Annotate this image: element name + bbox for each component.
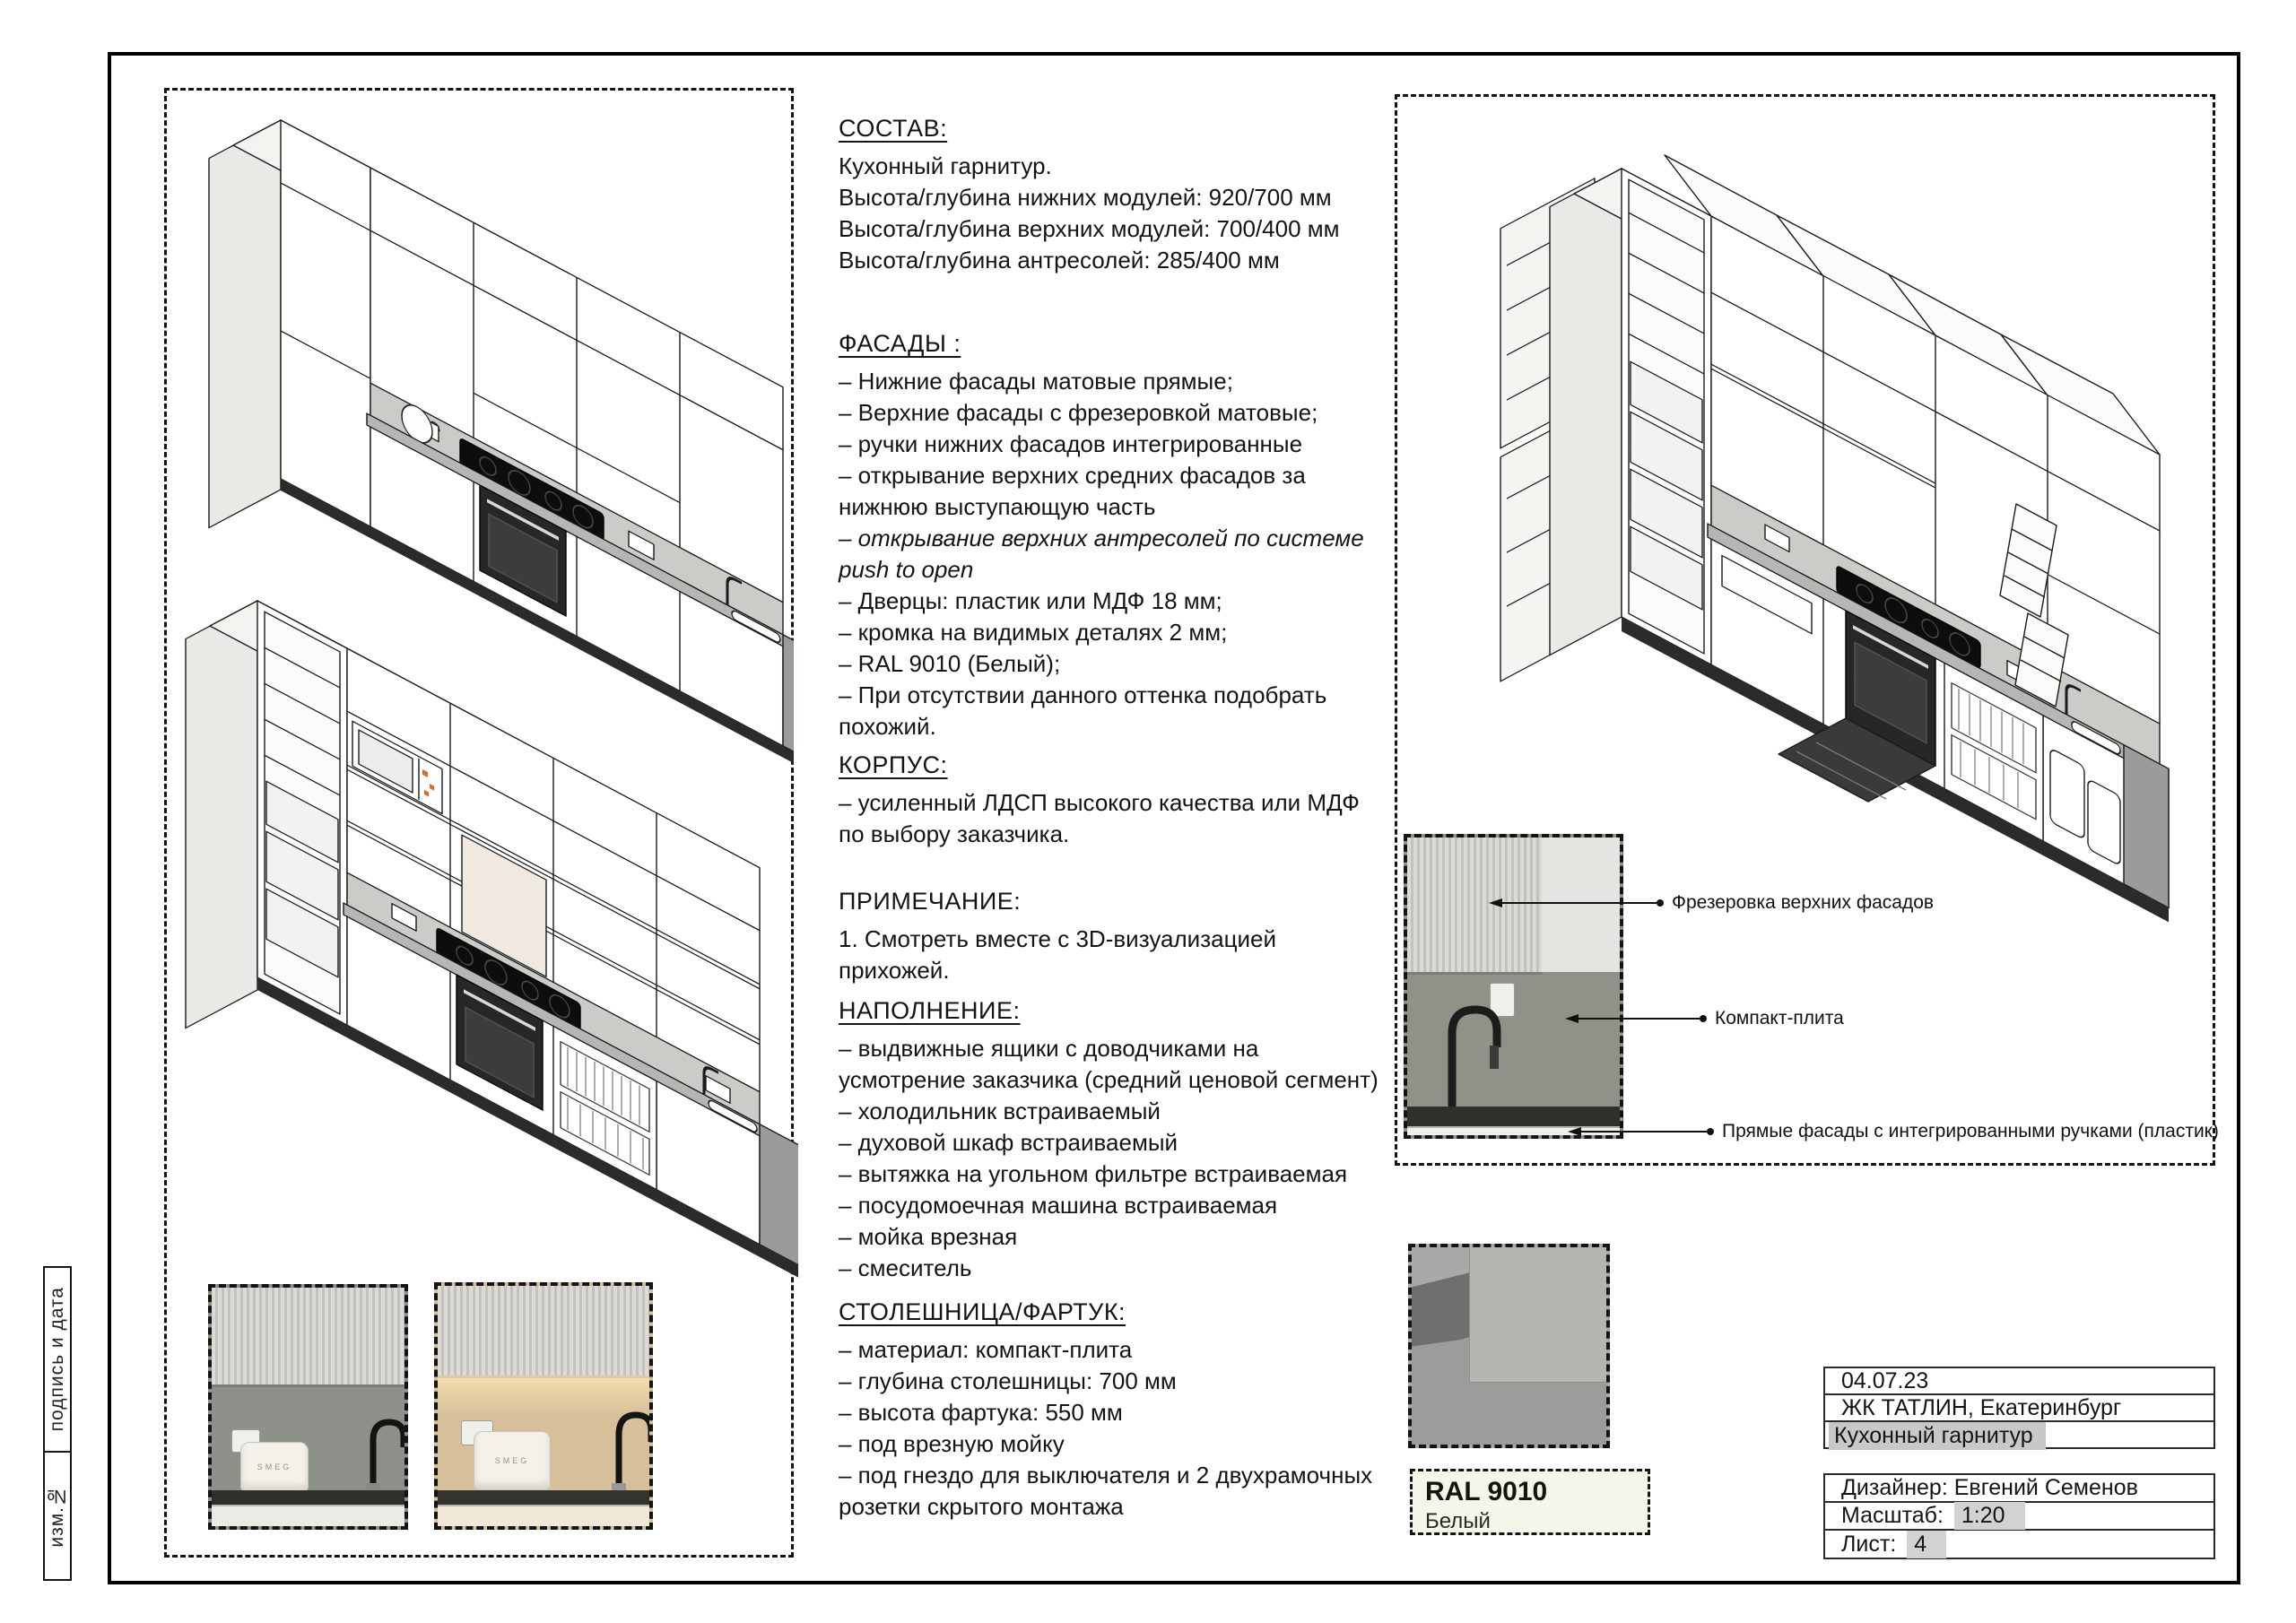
project-name: ЖК ТАТЛИН, Екатеринбург (1841, 1394, 2122, 1420)
bullet-icon (1700, 1015, 1707, 1022)
bullet-icon (1707, 1128, 1714, 1135)
countertop (1407, 1107, 1620, 1126)
ribbed-facade (212, 1288, 404, 1387)
spec-line: – Верхние фасады с фрезеровкой матовые; (839, 399, 1318, 426)
ral-label-box (1410, 1469, 1650, 1535)
section-heading: ПРИМЕЧАНИЕ: (839, 888, 1022, 915)
spec-line: – под гнездо для выключателя и 2 двухрамочных розетки скрытого монтажа (839, 1462, 1373, 1520)
designer-row (1825, 1475, 2213, 1503)
kitchen-photo-cool (208, 1284, 408, 1530)
kitchen-isometric-open (175, 574, 798, 1284)
revision-label: изм.№ (47, 1484, 67, 1548)
scale-label: Масштаб: (1841, 1503, 1944, 1528)
signature-date-label: подпись и дата (47, 1287, 67, 1432)
annotation-milling (1489, 892, 1935, 913)
spec-column (839, 0, 1387, 1623)
section-heading: КОРПУС: (839, 751, 948, 778)
faucet-icon (328, 1393, 408, 1501)
annotation-label: Прямые фасады с интегрированными ручками (пластик) (1722, 1121, 2219, 1141)
spec-line: – холодильник встраиваемый (839, 1098, 1161, 1124)
sheet-date: 04.07.23 (1841, 1367, 1929, 1393)
section-fasady (839, 328, 1387, 742)
annotation-straight-facades (1568, 1121, 2219, 1141)
detail-photo (1404, 834, 1623, 1139)
signature-date-cell (43, 1266, 72, 1453)
ral-code: RAL 9010 (1425, 1477, 1548, 1506)
revision-cell (43, 1451, 72, 1581)
sheet-number-row (1825, 1531, 2213, 1558)
section-korpus (839, 750, 1387, 850)
scale-row (1825, 1503, 2213, 1531)
toaster-icon (240, 1442, 309, 1492)
spec-line: – открывание верхних средних фасадов за нижнюю выступающую часть (839, 462, 1306, 520)
spec-line: – открывание верхних антресолей по системе push to open (839, 525, 1364, 583)
spec-line: – Нижние фасады матовые прямые; (839, 368, 1233, 395)
countertop (438, 1490, 649, 1505)
spec-line: – высота фартука: 550 мм (839, 1399, 1123, 1426)
swatch-sample (1469, 1244, 1610, 1383)
spec-line: – выдвижные ящики с доводчиками на усмотрение заказчика (средний ценовой сегмент) (839, 1035, 1378, 1093)
spec-line: – кромка на видимых деталях 2 мм; (839, 619, 1228, 646)
kitchen-photo-warm (434, 1282, 653, 1530)
spec-line: Высота/глубина верхних модулей: 700/400 мм (839, 215, 1340, 242)
compact-plate-photo (1408, 1244, 1610, 1448)
spec-line: – ручки нижних фасадов интегрированные (839, 430, 1303, 457)
section-napolnenie (839, 995, 1387, 1284)
section-primechanie (839, 886, 1387, 986)
title-project-row (1825, 1395, 2213, 1422)
spec-line: – глубина столешницы: 700 мм (839, 1367, 1177, 1394)
annotation-compact-plate (1565, 1008, 1844, 1028)
spec-line: Кухонный гарнитур. (839, 152, 1052, 179)
spec-line: – мойка врезная (839, 1223, 1018, 1250)
toaster-brand: SMEG (257, 1462, 292, 1471)
section-sostav (839, 113, 1387, 276)
annotation-label: Фрезеровка верхних фасадов (1672, 892, 1935, 913)
designer-name: Дизайнер: Евгений Семенов (1841, 1475, 2138, 1500)
ribbed-facade (438, 1286, 649, 1378)
title-date-row (1825, 1368, 2213, 1395)
spec-line: – вытяжка на угольном фильтре встраиваемая (839, 1160, 1348, 1187)
base-cabinet (438, 1505, 649, 1530)
leader-line (1502, 902, 1657, 904)
arrow-left-icon (1489, 898, 1502, 907)
arrow-left-icon (1568, 1127, 1581, 1136)
scale-value: 1:20 (1954, 1502, 2025, 1530)
ral-name: Белый (1425, 1509, 1491, 1533)
section-heading: ФАСАДЫ : (839, 330, 961, 357)
spec-line: – под врезную мойку (839, 1430, 1065, 1457)
spec-line: – При отсутствии данного оттенка подобрать похожий. (839, 681, 1327, 740)
spec-line: – смеситель (839, 1254, 972, 1281)
spec-line: Высота/глубина антресолей: 285/400 мм (839, 247, 1280, 273)
countertop (212, 1490, 404, 1505)
title-block-top (1823, 1367, 2215, 1449)
spec-line: – RAL 9010 (Белый); (839, 650, 1061, 677)
object-name: Кухонный гарнитур (1829, 1422, 2046, 1450)
leader-line (1581, 1131, 1707, 1133)
spec-line: – духовой шкаф встраиваемый (839, 1129, 1178, 1156)
section-heading: НАПОЛНЕНИЕ: (839, 997, 1021, 1024)
arrow-left-icon (1565, 1014, 1578, 1023)
annotation-label: Компакт-плита (1715, 1008, 1844, 1028)
title-object-row (1825, 1422, 2213, 1449)
spec-line: 1. Смотреть вместе с 3D-визуализацией прихожей. (839, 925, 1276, 984)
spec-line: – посудомоечная машина встраиваемая (839, 1192, 1278, 1219)
section-stoleshnitsa (839, 1297, 1387, 1523)
faucet-icon (572, 1383, 653, 1501)
spec-line: Высота/глубина нижних модулей: 920/700 мм (839, 184, 1332, 211)
sheet-value: 4 (1907, 1531, 1946, 1558)
sheet-label: Лист: (1841, 1531, 1897, 1557)
spec-line: – Дверцы: пластик или МДФ 18 мм; (839, 587, 1222, 614)
bullet-icon (1657, 899, 1664, 907)
leader-line (1578, 1018, 1700, 1020)
base-cabinet (212, 1505, 404, 1530)
title-block-bottom (1823, 1473, 2215, 1559)
spec-line: – усиленный ЛДСП высокого качества или МДФ по выбору заказчика. (839, 789, 1360, 847)
spec-line: – материал: компакт-плита (839, 1336, 1133, 1363)
toaster-brand: SMEG (494, 1456, 530, 1465)
section-heading: СОСТАВ: (839, 115, 948, 142)
section-heading: СТОЛЕШНИЦА/ФАРТУК: (839, 1298, 1126, 1325)
toaster-icon (474, 1431, 551, 1490)
